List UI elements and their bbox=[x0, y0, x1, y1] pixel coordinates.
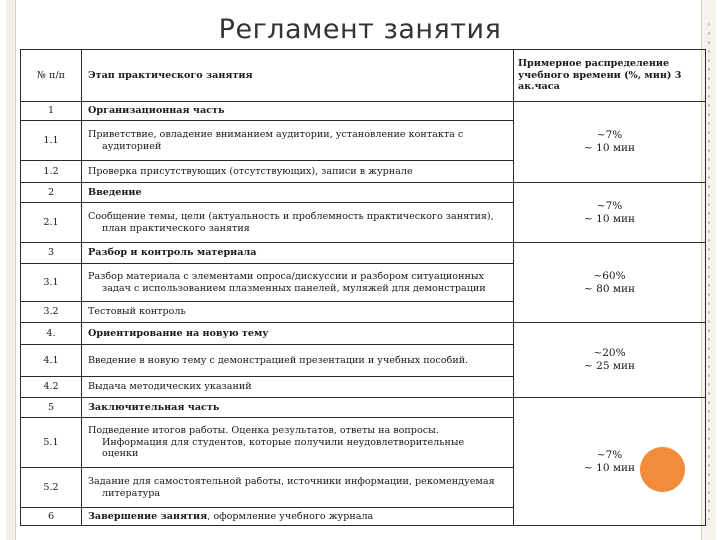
table-row: 3.2 Тестовый контроль bbox=[21, 302, 706, 323]
table-row: 4. Ориентирование на новую тему ~20% ~ 25 мин bbox=[21, 323, 706, 345]
slide-left-border bbox=[6, 0, 16, 540]
page-title: Регламент занятия bbox=[218, 14, 502, 45]
table-row: 1.1 Приветствие, овладение вниманием аудитории, установление контакта с аудиторией bbox=[21, 121, 706, 161]
table-row: 1.2 Проверка присутствующих (отсутствующих), записи в журнале bbox=[21, 161, 706, 183]
time-cell-2: ~7% ~ 10 мин bbox=[514, 183, 706, 243]
header-time: Примерное распределение учебного времени (%, мин) 3 ак.часа bbox=[514, 50, 706, 102]
table-row: 2.1 Сообщение темы, цели (актуальность и проблемность практического занятия), план практического занятия bbox=[21, 203, 706, 243]
time-cell-5: ~7% ~ 10 мин bbox=[514, 398, 706, 526]
table-row: 5.2 Задание для самостоятельной работы, источники информации, рекомендуемая литература bbox=[21, 468, 706, 508]
table-row: 3.1 Разбор материала с элементами опроса/дискуссии и разбором ситуационных задач с использованием плазменных панелей, муляжей для демонстрации bbox=[21, 264, 706, 302]
decorative-dots bbox=[705, 20, 713, 520]
table-row: 3 Разбор и контроль материала ~60% ~ 80 мин bbox=[21, 243, 706, 264]
header-num: № п/п bbox=[21, 50, 82, 102]
table-row: 5 Заключительная часть ~7% ~ 10 мин bbox=[21, 398, 706, 418]
table-row: 4.2 Выдача методических указаний bbox=[21, 377, 706, 398]
decorative-orange-circle bbox=[640, 447, 685, 492]
table-header-row bbox=[21, 50, 706, 102]
time-cell-3: ~60% ~ 80 мин bbox=[514, 243, 706, 323]
table-row: 1 Организационная часть ~7% ~ 10 мин bbox=[21, 102, 706, 121]
time-cell-1: ~7% ~ 10 мин bbox=[514, 102, 706, 183]
table-row: 6 Завершение занятия, оформление учебного журнала bbox=[21, 508, 706, 526]
time-cell-4: ~20% ~ 25 мин bbox=[514, 323, 706, 398]
header-stage: Этап практического занятия bbox=[82, 50, 514, 102]
table-row: 2 Введение ~7% ~ 10 мин bbox=[21, 183, 706, 203]
schedule-table bbox=[20, 49, 706, 526]
table-row: 5.1 Подведение итогов работы. Оценка результатов, ответы на вопросы. Информация для студентов, которые получили неудовлетворительные оценки bbox=[21, 418, 706, 468]
table-row: 4.1 Введение в новую тему с демонстрацией презентации и учебных пособий. bbox=[21, 345, 706, 377]
